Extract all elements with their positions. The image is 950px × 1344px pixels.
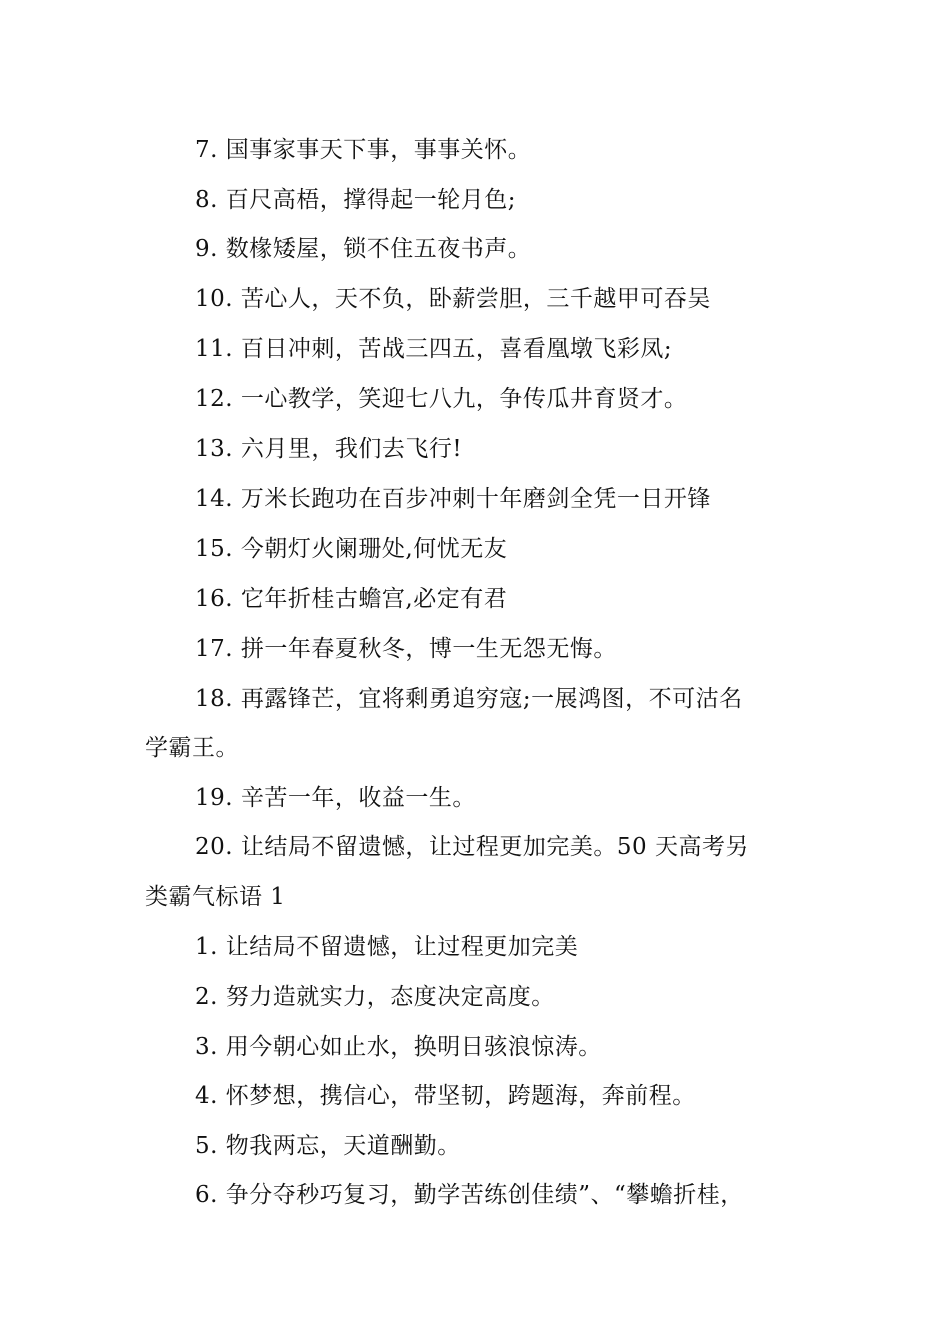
text-line-2: 2. 努力造就实力，态度决定高度。 xyxy=(195,984,555,1010)
text-line-20: 20. 让结局不留遗憾，让过程更加完美。50 天高考另 xyxy=(195,834,749,860)
text-line-7: 7. 国事家事天下事，事事关怀。 xyxy=(195,137,532,163)
text-line-18: 18. 再露锋芒，宜将剩勇追穷寇;一展鸿图，不可沽名 xyxy=(195,686,743,712)
section-heading-line: 类霸气标语 1 xyxy=(145,884,286,910)
text-line-16: 16. 它年折桂古蟾宫,必定有君 xyxy=(195,586,508,612)
text-line-14: 14. 万米长跑功在百步冲刺十年磨剑全凭一日开锋 xyxy=(195,486,711,512)
text-line-3: 3. 用今朝心如止水，换明日骇浪惊涛。 xyxy=(195,1034,602,1060)
text-line-9: 9. 数椽矮屋，锁不住五夜书声。 xyxy=(195,236,532,262)
text-line-10: 10. 苦心人，天不负，卧薪尝胆，三千越甲可吞吴 xyxy=(195,286,711,312)
text-line-19: 19. 辛苦一年，收益一生。 xyxy=(195,785,476,811)
text-line-17: 17. 拼一年春夏秋冬，博一生无怨无悔。 xyxy=(195,636,617,662)
text-line-12: 12. 一心教学，笑迎七八九，争传瓜井育贤才。 xyxy=(195,386,688,412)
text-line-11: 11. 百日冲刺，苦战三四五，喜看凰墩飞彩凤; xyxy=(195,336,673,362)
text-line-15: 15. 今朝灯火阑珊处,何忧无友 xyxy=(195,536,508,562)
text-line-8: 8. 百尺高梧，撑得起一轮月色; xyxy=(195,187,517,213)
text-line-1: 1. 让结局不留遗憾，让过程更加完美 xyxy=(195,934,579,960)
text-line-18-continued: 学霸王。 xyxy=(145,735,239,761)
text-line-4: 4. 怀梦想，携信心，带坚韧，跨题海，奔前程。 xyxy=(195,1083,696,1109)
text-line-5: 5. 物我两忘，天道酬勤。 xyxy=(195,1133,461,1159)
text-line-6: 6. 争分夺秒巧复习，勤学苦练创佳绩”、“攀蟾折桂， xyxy=(195,1182,744,1208)
text-line-13: 13. 六月里，我们去飞行! xyxy=(195,436,463,462)
